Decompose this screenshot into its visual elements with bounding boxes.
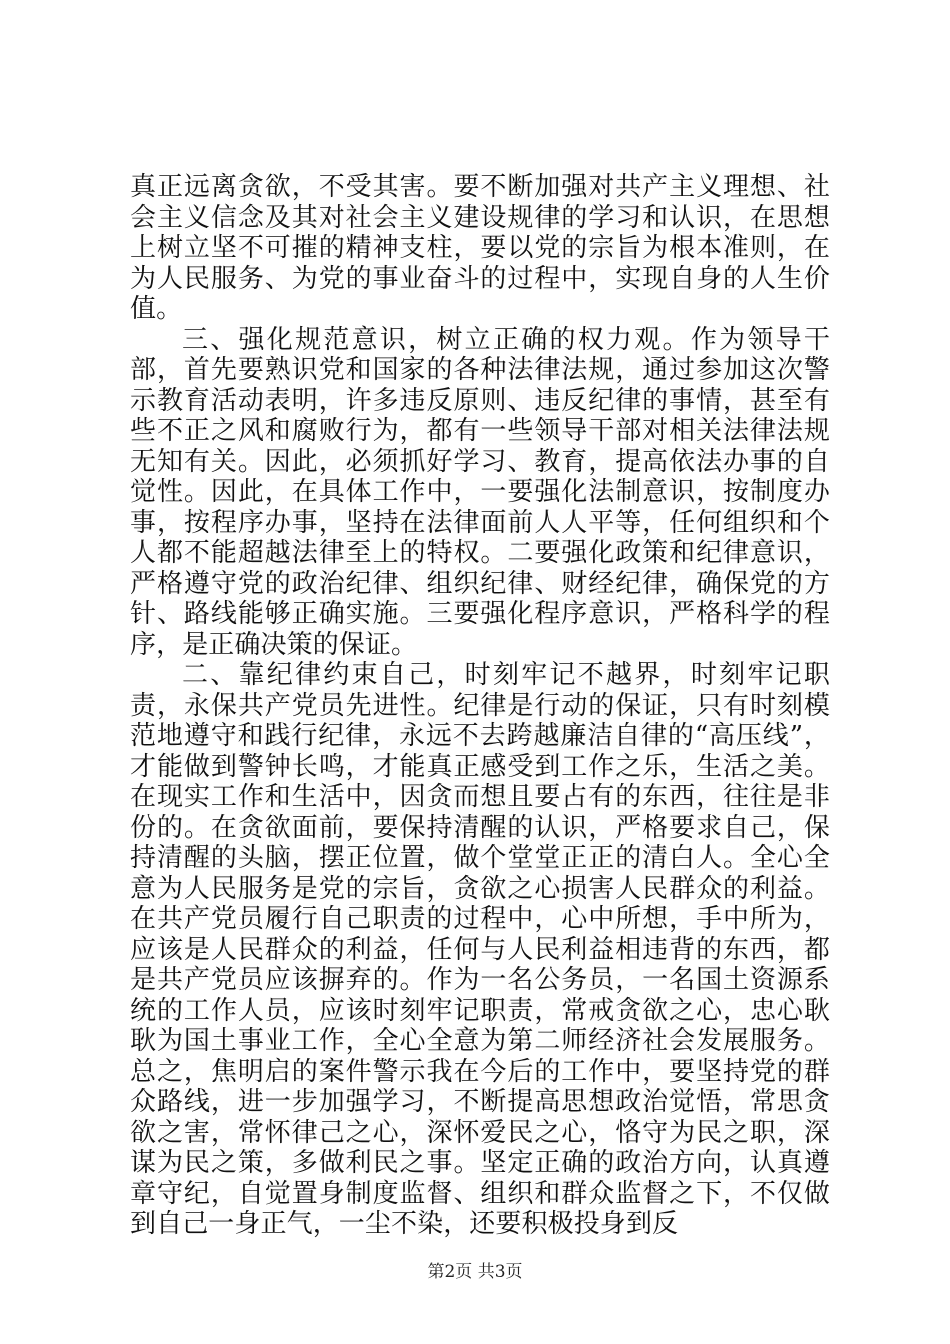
page-number-footer: 第2页 共3页: [427, 1262, 523, 1282]
paragraph-2: 三、强化规范意识，树立正确的权力观。作为领导干部，首先要熟识党和国家的各种法律法规，通过参加这次警示教育活动表明，许多违反原则、违反纪律的事情，甚至有些不正之风和腐败行为，都有一些领导干部对相关法律法规无知有关。因此，必须抓好学习、教育，提高依法办事的自觉性。因此，在具体工作中，一要强化法制意识，按制度办事，按程序办事，坚持在法律面前人人平等，任何组织和个人都不能超越法律至上的特权。二要强化政策和纪律意识，严格遵守党的政治纪律、组织纪律、财经纪律，确保党的方针、路线能够正确实施。三要强化程序意识，严格科学的程序，是正确决策的保证。: [130, 324, 830, 660]
paragraph-3: 二、靠纪律约束自己，时刻牢记不越界，时刻牢记职责，永保共产党员先进性。纪律是行动的保证，只有时刻模范地遵守和践行纪律，永远不去跨越廉洁自律的“高压线”，才能做到警钟长鸣，才能真正感受到工作之乐，生活之美。在现实工作和生活中，因贪而想且要占有的东西，往往是非份的。在贪欲面前，要保持清醒的认识，严格要求自己，保持清醒的头脑，摆正位置，做个堂堂正正的清白人。全心全意为人民服务是党的宗旨，贪欲之心损害人民群众的利益。在共产党员履行自己职责的过程中，心中所想，手中所为，应该是人民群众的利益，任何与人民利益相违背的东西，都是共产党员应该摒弃的。作为一名公务员，一名国土资源系统的工作人员，应该时刻牢记职责，常戒贪欲之心，忠心耿耿为国土事业工作，全心全意为第二师经济社会发展服务。总之，焦明启的案件警示我在今后的工作中，要坚持党的群众路线，进一步加强学习，不断提高思想政治觉悟，常思贪欲之害，常怀律己之心，深怀爱民之心，恪守为民之职，深谋为民之策，多做利民之事。坚定正确的政治方向，认真遵章守纪，自觉置身制度监督、组织和群众监督之下，不仅做到自己一身正气，一尘不染，还要积极投身到反: [130, 660, 830, 1239]
document-body: [130, 172, 830, 1240]
paragraph-1: 真正远离贪欲，不受其害。要不断加强对共产主义理想、社会主义信念及其对社会主义建设规律的学习和认识，在思想上树立坚不可摧的精神支柱，要以党的宗旨为根本准则，在为人民服务、为党的事业奋斗的过程中，实现自身的人生价值。: [130, 172, 830, 324]
